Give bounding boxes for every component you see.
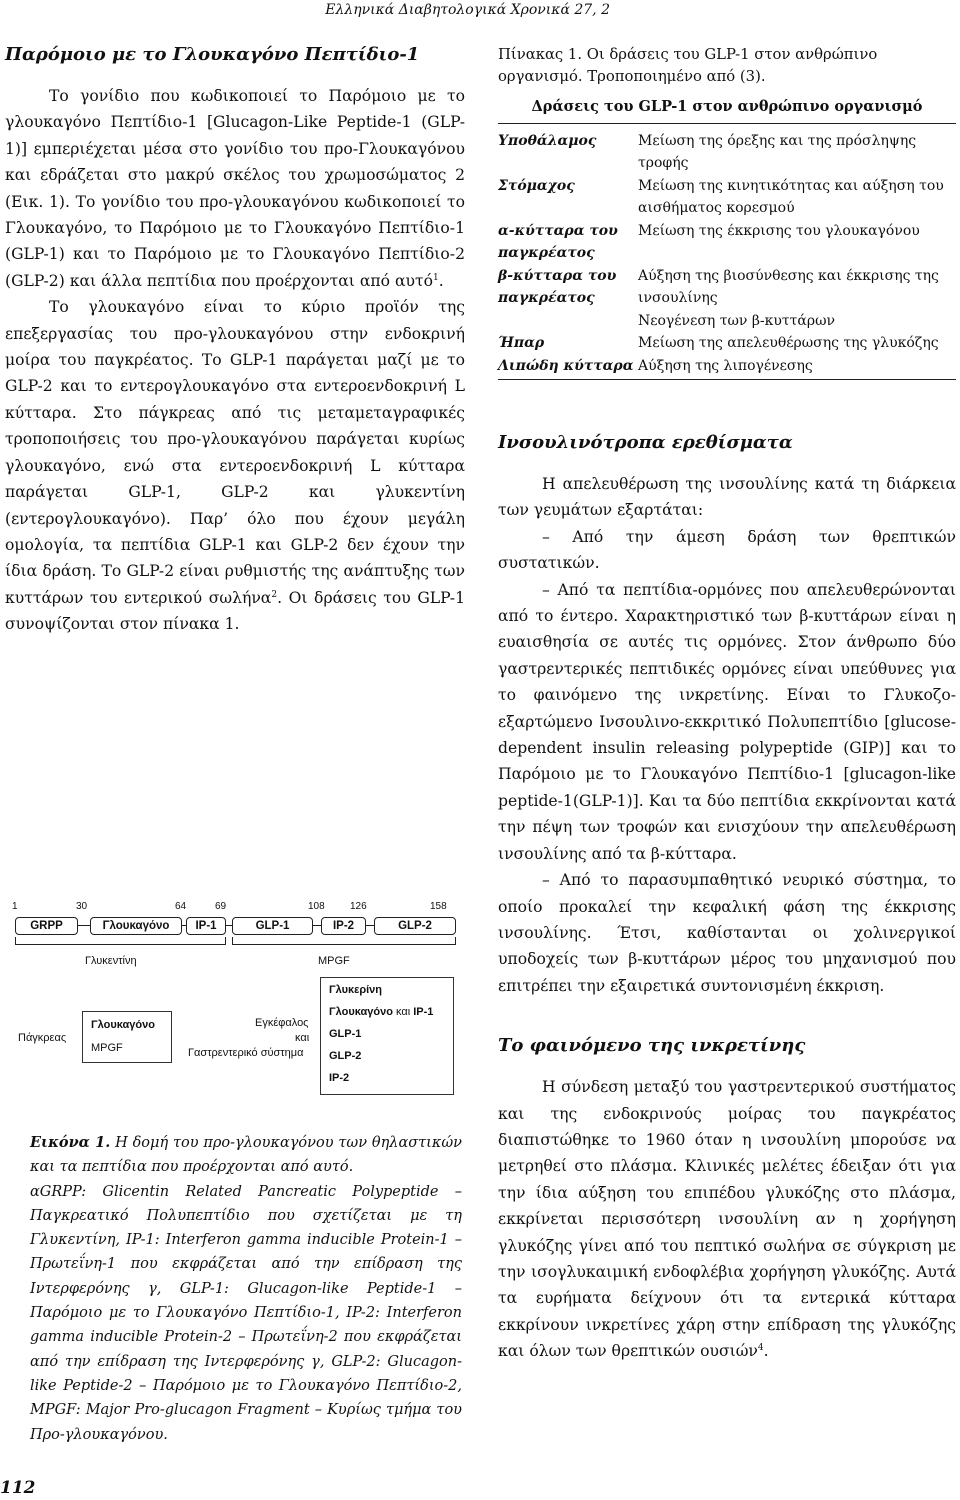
table-bottom-rule [498, 379, 956, 380]
table-action: Μείωση της όρεξης και της πρόσληψης τροφής [638, 132, 917, 171]
paragraph-intro-text: Το γονίδιο που κωδικοποιεί το Παρόμοιο με το γλουκαγόνο Πεπτίδιο-1 [Glucagon-Like Peptide-1 (GLP-1)] εμπεριέχεται μέσα στο γονίδιο του προ-Γλουκαγόνου και εδράζεται στο μακρύ σκέλος του χρωμοσώματος 2 (Εικ. 1). Το γονίδιο του προ-γλουκαγόνου κωδικοποιεί το Γλουκαγόνο, το Παρόμοιο με το Γλουκαγόνο Πεπτίδιο-1 (GLP-1) και το Παρόμοιο με το Γλουκαγόνο Πεπτίδιο-2 (GLP-2) και άλλα πεπτίδια που προέρχονται από αυτό [5, 87, 465, 290]
table-organ: Ήπαρ [498, 335, 545, 351]
citation-2: 2 [271, 589, 278, 600]
segment-glp2: GLP-2 [374, 917, 456, 935]
paragraph-peptide-hormones: – Από τα πεπτίδια-ορμόνες που απελευθερώνονται από το έντερο. Χαρακτηριστικό των β-κυττάρων είναι η ευαισθησία σε αυτές τις ορμόνες. Στον άνθρωπο δύο γαστρεντερικές πεπτιδικές ορμόνες είναι υπεύθυνες για το φαινόμενο της ινκρετίνης. Είναι το Γλυκοζο-εξαρτώμενο Ινσουλινο-εκκριτικό Πολυπεπτίδιο [glucose-dependent insulin releasing polypeptide (GIP)] και το Παρόμοιο με το Γλουκαγόνο Πεπτίδιο-1 [glucagon-like peptide-1(GLP-1)]. Και τα δύο πεπτίδια εκκρίνονται κατά την πέψη των τροφών και ενισχύουν την απελευθέρωση ινσουλίνης από τα β-κύτταρα. [498, 580, 956, 863]
paragraph-incretin [498, 1074, 956, 1364]
pancreas-product-mpgf: MPGF [91, 1042, 123, 1054]
table-organ: Στόμαχος [498, 177, 575, 194]
connector-line [366, 925, 374, 926]
section-title-incretin: Το φαινόμενο της ινκρετίνης [498, 1035, 806, 1057]
glp1-actions-table [498, 96, 956, 380]
left-column [5, 44, 465, 638]
table-row [498, 355, 956, 378]
gi-product-glp1: GLP-1 [329, 1028, 362, 1040]
connector-line [313, 925, 321, 926]
paragraph-glucagon [5, 294, 465, 637]
pancreas-product-glucagon: Γλουκαγόνο [91, 1019, 155, 1031]
residue-number: 158 [430, 901, 447, 912]
caption-title: Η δομή του προ-γλουκαγόνου των θηλαστικών και τα πεπτίδια που προέρχονται από αυτό. [30, 1135, 463, 1176]
table-caption: Πίνακας 1. Οι δράσεις του GLP-1 στον ανθρώπινο οργανισμό. Τροποποιημένο από (3). [498, 46, 878, 85]
paragraph-insulin-release: Η απελευθέρωση της ινσουλίνης κατά τη διάρκεια των γευμάτων εξαρτάται: [498, 475, 956, 520]
table-organ [498, 310, 638, 333]
gi-label: Γαστρεντερικό σύστημα [188, 1047, 304, 1059]
pancreas-box [82, 1011, 172, 1063]
segment-grpp: GRPP [15, 917, 78, 935]
figure-caption [30, 1131, 462, 1447]
table-row [498, 332, 956, 355]
residue-number: 126 [350, 901, 367, 912]
gi-products-box [320, 977, 454, 1095]
gi-product-glicentin: Γλυκερίνη [329, 984, 383, 996]
glicentin-bracket [15, 937, 226, 945]
paragraph-nutrients: – Από την άμεση δράση των θρεπτικών συστατικών. [498, 527, 956, 573]
journal-header: Ελληνικά Διαβητολογικά Χρονικά 27, 2 [325, 2, 610, 18]
paragraph-glucagon-text: Το γλουκαγόνο είναι το κύριο προϊόν της επεξεργασίας του προ-γλουκαγόνου στην ενδοκρινή μοίρα του παγκρέατος. Το GLP-1 παράγεται μαζί με το GLP-2 και το εντερογλουκαγόνο στα εντεροενδοκρινή L κύτταρα. Στο πάγκρεας από τις μεταμεταγραφικές τροποποιήσεις του προ-γλουκαγόνου παράγεται κυρίως γλουκαγόνο, ενώ στα εντεροενδοκρινή L κύτταρα παράγεται GLP-1, GLP-2 και γλυκεντίνη (εντερογλουκαγόνο). Παρ’ όλο που έχουν μεγάλη ομολογία, τα πεπτίδια GLP-1 και GLP-2 δεν έχουν την ίδια δράση. Το GLP-2 είναι ρυθμιστής της ανάπτυξης των κυττάρων του εντερικού σωλήνα [5, 298, 465, 607]
table-action: Μείωση της έκκρισης του γλουκαγόνου [638, 222, 920, 239]
residue-number: 108 [308, 901, 325, 912]
table-row [498, 265, 956, 310]
paragraph-incretin-text: Η σύνδεση μεταξύ του γαστρεντερικού συστήματος και της ενδοκρινούς μοίρας του παγκρέατος διαπιστώθηκε το 1960 όταν η ινσουλίνη μπορούσε να μετρηθεί στο πλάσμα. Κλινικές μελέτες έδειξαν ότι για την ίδια αύξηση του επιπέδου γλυκόζης στο πλάσμα, εκκρίνεται περισσότερη ινσουλίνη αν η χορήγηση γλυκόζης γίνει από του πεπτικό σωλήνα σε σύγκριση με την ισογλυκαιμική ενδοφλέβια χορήγηση γλυκόζης. Αυτά τα ευρήματα δείχνουν ότι τα εντερικά κύτταρα εκκρίνουν ινκρετίνες χάρη στην επίδραση της γλυκόζης και όλων των θρεπτικών ουσιών [498, 1078, 956, 1361]
gi-product-ip2: IP-2 [329, 1072, 350, 1084]
brain-label: Εγκέφαλος [255, 1017, 309, 1029]
table-row [498, 175, 956, 220]
and-label: και [295, 1032, 310, 1044]
residue-number: 30 [76, 901, 88, 912]
segment-glucagon: Γλουκαγόνο [90, 917, 182, 935]
table-action: Αύξηση της βιοσύνθεσης και έκκρισης της ινσουλίνης [638, 267, 939, 306]
paragraph-parasympathetic: – Από το παρασυμπαθητικό νευρικό σύστημα, το οποίο προκαλεί την κεφαλική φάση της έκκρισης ινσουλίνης. Έτσι, καθίστανται οι χολινεργικοί υποδοχείς των β-κυττάρων μέρος του μηχανισμού που επιτρέπει την εξαιρετικά συντονισμένη έκκριση. [498, 871, 956, 995]
segment-ip1: IP-1 [186, 917, 226, 935]
table-row [498, 130, 956, 175]
gi-product-ip1: IP-1 [413, 1006, 434, 1018]
segment-glp1: GLP-1 [232, 917, 313, 935]
residue-number: 1 [12, 901, 18, 912]
table-organ: α-κύτταρα του παγκρέατος [498, 222, 618, 261]
citation-1: 1 [433, 272, 439, 283]
right-column [498, 44, 956, 1365]
table-action: Αύξηση της λιπογένεσης [638, 357, 813, 374]
segment-ip2: IP-2 [321, 917, 366, 935]
table-title: Δράσεις του GLP-1 στον ανθρώπινο οργανισμό [498, 96, 956, 124]
paragraph-intro: Το γονίδιο που κωδικοποιεί το Παρόμοιο με το γλουκαγόνο Πεπτίδιο-1 [Glucagon-Like Peptide-1 (GLP-1)] εμπεριέχεται μέσα στο γονίδιο του προ-Γλουκαγόνου και εδράζεται στο μακρύ σκέλος του χρωμοσώματος 2 (Εικ. 1). Το γονίδιο του προ-γλουκαγόνου κωδικοποιεί το Γλουκαγόνο, το Παρόμοιο με το Γλουκαγόνο Πεπτίδιο-1 (GLP-1) και το Παρόμοιο με το Γλουκαγόνο Πεπτίδιο-2 (GLP-2) και άλλα πεπτίδια που προέρχονται από αυτό$^1$. [5, 87, 465, 290]
residue-number: 64 [175, 901, 187, 912]
page-number: 112 [0, 1478, 36, 1498]
connector-line [78, 925, 90, 926]
citation-4: 4 [757, 1343, 764, 1353]
pancreas-label: Πάγκρεας [18, 1032, 67, 1044]
gi-product-glucagon-ip1 [329, 1006, 433, 1018]
paragraph-incretin-end: . [763, 1342, 769, 1361]
glicentin-label: Γλυκεντίνη [85, 955, 137, 967]
gi-product-and: και [395, 1006, 411, 1018]
mpgf-label: MPGF [318, 955, 350, 967]
section-title-insulinotropic: Ινσουλινότροπα ερεθίσματα [498, 432, 793, 453]
table-action: Μείωση της απελευθέρωσης της γλυκόζης [638, 335, 939, 351]
table-organ: Υποθάλαμος [498, 132, 597, 149]
section-title-glp1: Παρόμοιο με το Γλουκαγόνο Πεπτίδιο-1 [5, 44, 420, 65]
gi-product-glucagon: Γλουκαγόνο [329, 1006, 393, 1018]
residue-number: 69 [215, 901, 227, 912]
table-action: Μείωση της κινητικότητας και αύξηση του αισθήματος κορεσμού [638, 177, 944, 216]
gi-product-glp2: GLP-2 [329, 1050, 362, 1062]
table-organ: Λιπώδη κύτταρα [498, 357, 634, 374]
table-organ: β-κύτταρα του παγκρέατος [498, 267, 617, 306]
table-action: Νεογένεση των β-κυττάρων [638, 312, 836, 329]
table-row [498, 220, 956, 265]
caption-label: Εικόνα 1. [30, 1134, 111, 1151]
caption-abbreviations: αGRPP: Glicentin Related Pancreatic Polypeptide – Παγκρεατικό Πολυπεπτίδιο που σχετίζεται με τη Γλυκεντίνη, IP-1: Interferon gamma inducible Protein-1 – Πρωτεΐνη-1 που εκφράζεται από την επίδραση της Ιντερφερόνης γ, GLP-1: Glucagon-like Peptide-1 – Παρόμοιο με το Γλουκαγόνο Πεπτίδιο-1, IP-2: Interferon gamma inducible Protein-2 – Πρωτεΐνη-2 που εκφράζεται από την επίδραση της Ιντερφερόνης γ, GLP-2: Glucagon-like Peptide-2 – Παρόμοιο με το Γλουκαγόνο Πεπτίδιο-2, MPGF: Major Pro-glucagon Fragment – Κυρίως τμήμα του Προ-γλουκαγόνου. [30, 1183, 462, 1443]
paragraph-glucagon-end: . Οι δράσεις του GLP-1 συνοψίζονται στον πίνακα 1. [5, 588, 465, 634]
proglucagon-figure [10, 895, 460, 1100]
table-row [498, 310, 956, 333]
mpgf-bracket [232, 937, 456, 945]
